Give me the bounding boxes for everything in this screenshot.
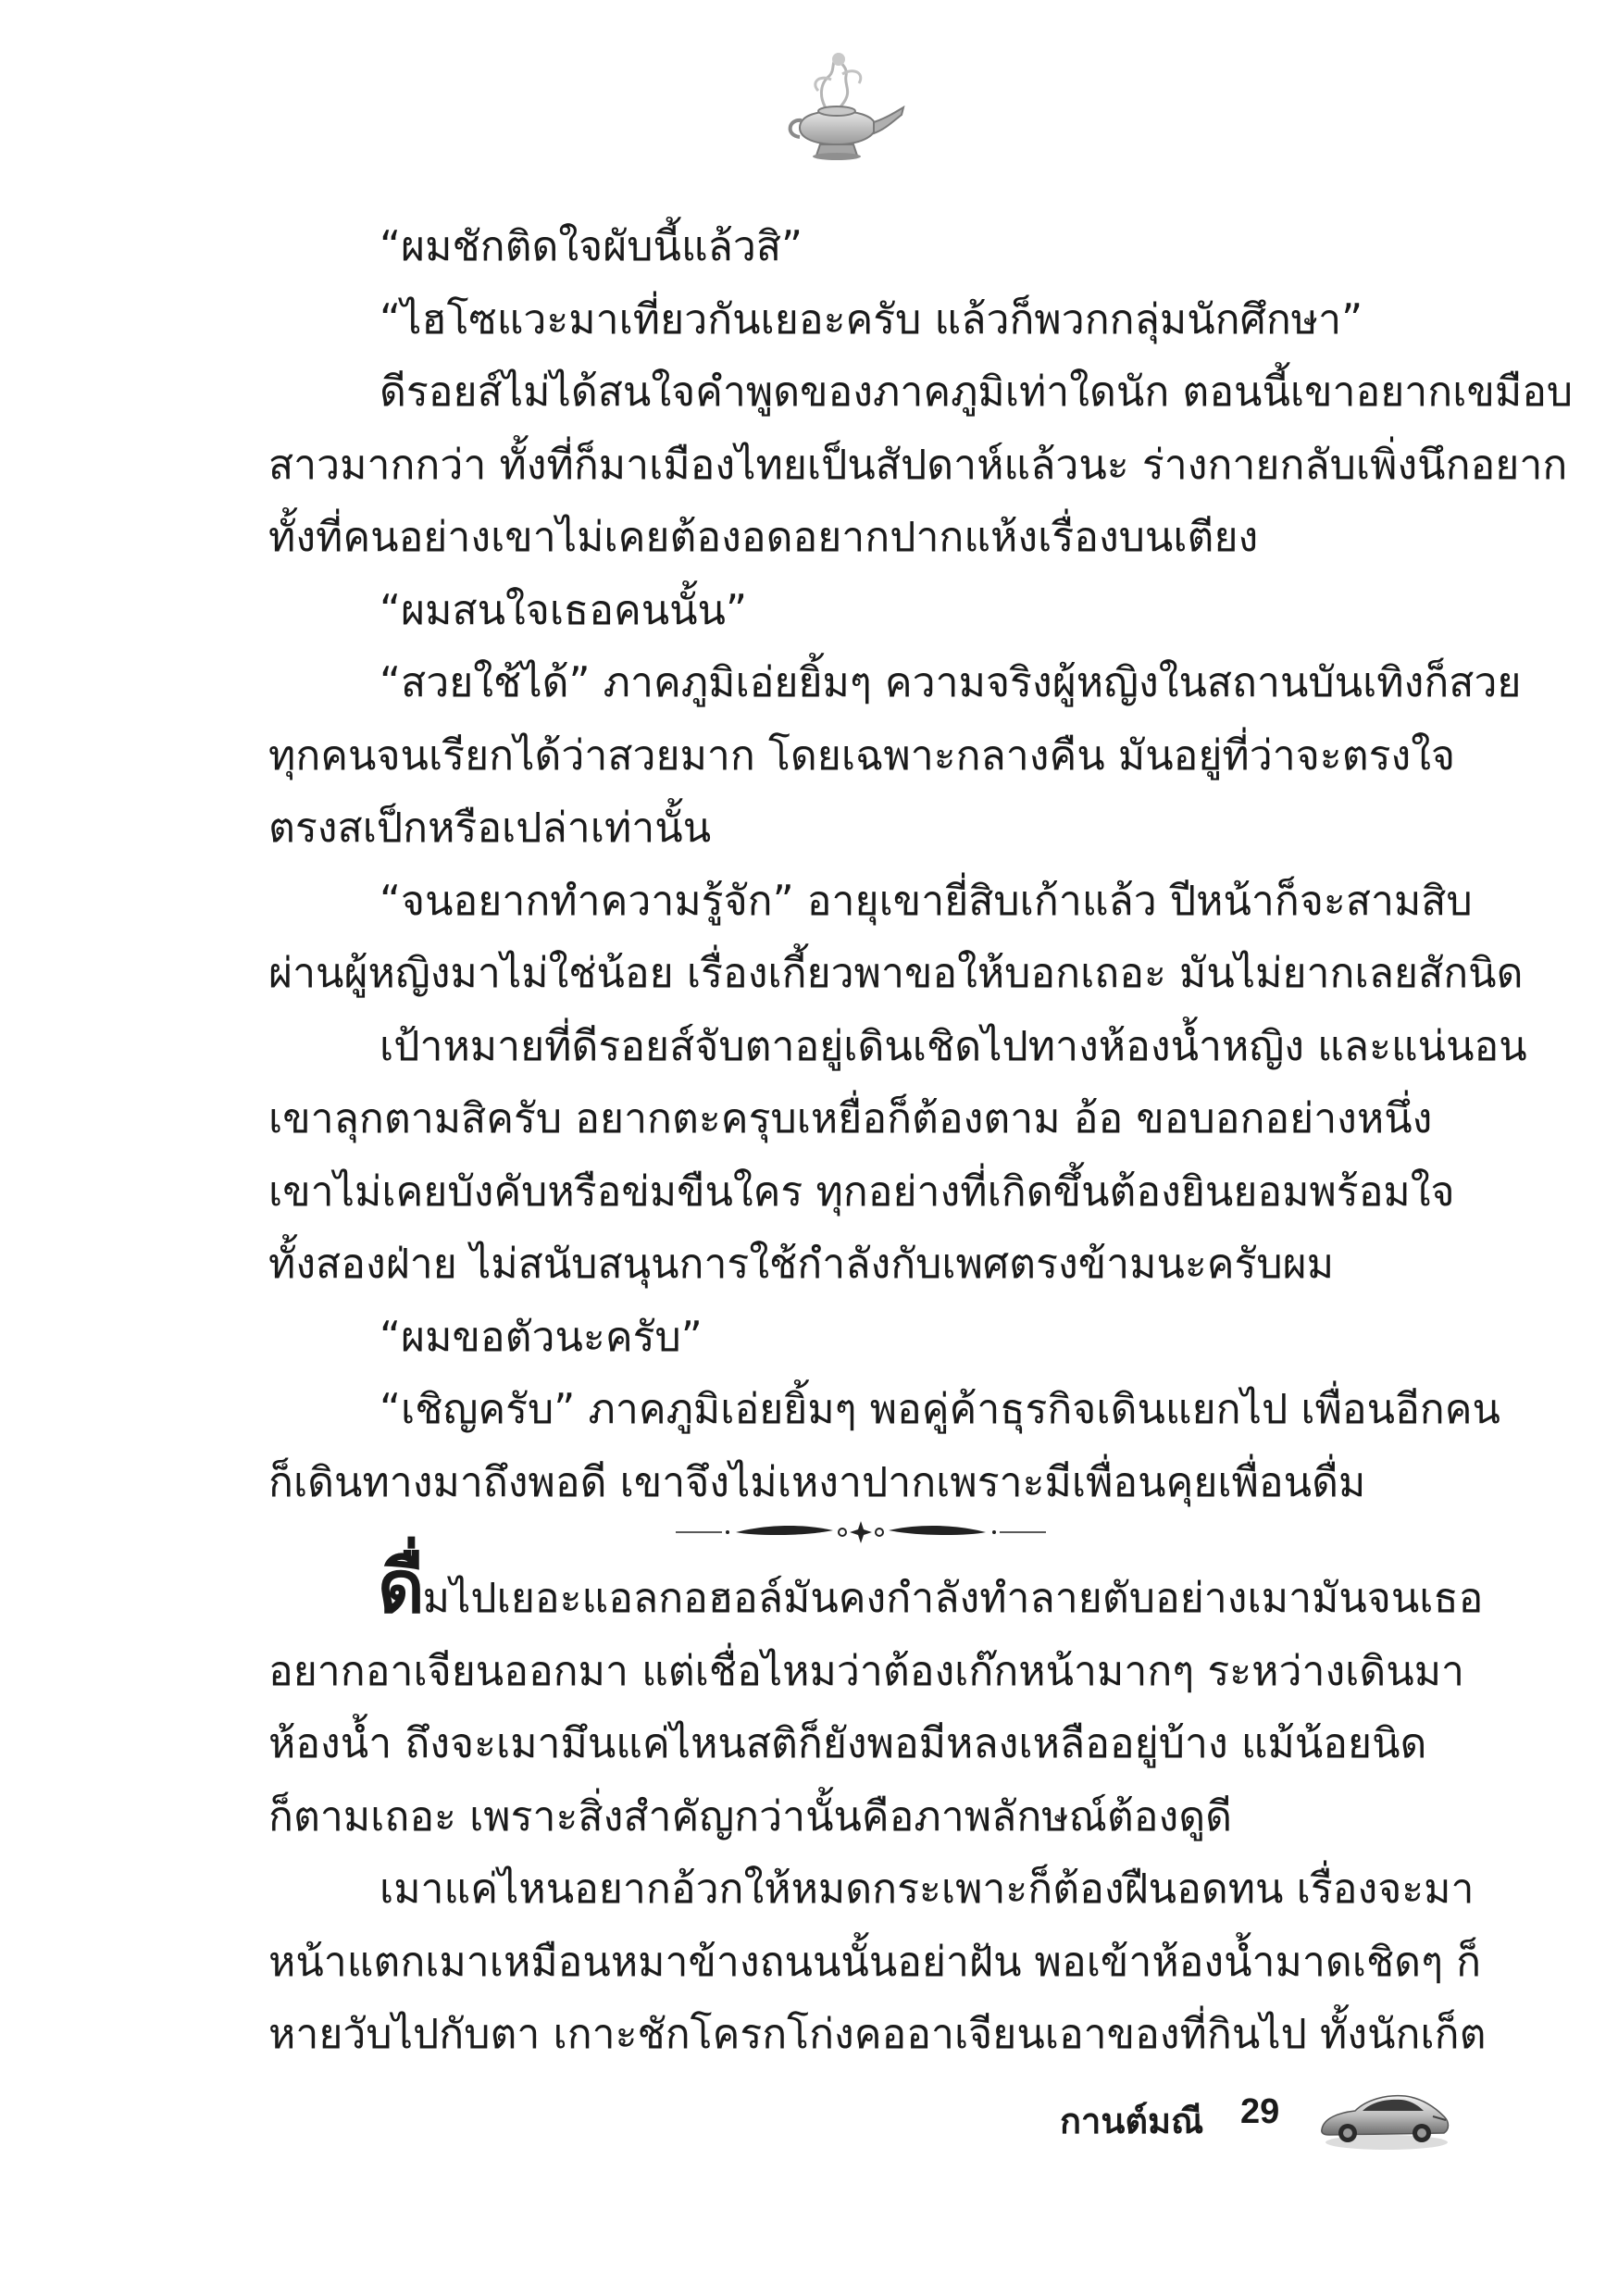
section-divider-ornament (666, 1518, 1055, 1546)
paragraph-line: อยากอาเจียนออกมา แต่เชื่อไหมว่าต้องเก๊กหน้ามากๆ ระหว่างเดินมา (268, 1647, 1465, 1695)
paragraph-line: ก็เดินทางมาถึงพอดี เขาจึงไม่เหงาปากเพราะมีเพื่อนคุยเพื่อนดื่ม (268, 1458, 1366, 1506)
paragraph-line: หายวับไปกับตา เกาะชักโครกโก่งคออาเจียนเอาของที่กินไป ทั้งนักเก็ต (268, 2011, 1487, 2058)
paragraph-line: ตรงสเป็กหรือเปล่าเท่านั้น (268, 805, 712, 852)
running-title: กานต์มณี (1060, 2101, 1204, 2141)
paragraph-first-line: “เชิญครับ” ภาคภูมิเอ่ยยิ้มๆ พอคู่ค้าธุรกิจเดินแยกไป เพื่อนอีกคน (380, 1386, 1500, 1433)
paragraph-line: ห้องน้ำ ถึงจะเมามึนแค่ไหนสติก็ยังพอมีหลงเหลืออยู่บ้าง แม้น้อยนิด (268, 1720, 1427, 1767)
paragraph-line: สาวมากกว่า ทั้งที่ก็มาเมืองไทยเป็นสัปดาห์แล้วนะ ร่างกายกลับเพิ่งนึกอยาก (268, 441, 1568, 489)
paragraph-line: ก็ตามเถอะ เพราะสิ่งสำคัญกว่านั้นคือภาพลักษณ์ต้องดูดี (268, 1792, 1233, 1841)
paragraph-first-line: “ไฮโซแวะมาเที่ยวกันเยอะครับ แล้วก็พวกกลุ่มนักศึกษา” (380, 295, 1363, 343)
paragraph-line: เขาลุกตามสิครับ อยากตะครุบเหยื่อก็ต้องตาม อ้อ ขอบอกอย่างหนึ่ง (268, 1095, 1433, 1142)
paragraph-line: ทั้งสองฝ่าย ไม่สนับสนุนการใช้กำลังกับเพศตรงข้ามนะครับผม (268, 1241, 1335, 1288)
paragraph-first-line: “ผมขอตัวนะครับ” (380, 1313, 703, 1361)
paragraph-first-line: “ผมสนใจเธอคนนั้น” (380, 586, 748, 634)
paragraph-first-line: เมาแค่ไหนอยากอ้วกให้หมดกระเพาะก็ต้องฝืนอดทน เรื่องจะมา (380, 1866, 1475, 1913)
drop-cap: ดื่ (378, 1546, 423, 1629)
first-line-rest: มไปเยอะแอลกอฮอล์มันคงกำลังทำลายตับอย่างเมามันจนเธอ (422, 1575, 1484, 1622)
paragraph-line: เขาไม่เคยบังคับหรือข่มขืนใคร ทุกอย่างที่เกิดขึ้นต้องยินยอมพร้อมใจ (268, 1167, 1455, 1216)
lower-text-block (268, 1546, 1487, 2072)
paragraph-line: ทุกคนจนเรียกได้ว่าสวยมาก โดยเฉพาะกลางคืน มันอยู่ที่ว่าจะตรงใจ (268, 731, 1456, 780)
page-number: 29 (1240, 2092, 1280, 2131)
dropcap-paragraph-first-line (268, 1546, 1484, 1636)
page-footer (1018, 2074, 1462, 2166)
paragraph-first-line: “จนอยากทำความรู้จัก” อายุเขายี่สิบเก้าแล้ว ปีหน้าก็จะสามสิบ (380, 877, 1473, 925)
paragraph-first-line: “ผมชักติดใจผับนี้แล้วสิ” (380, 223, 803, 270)
upper-text-block (268, 211, 1574, 1519)
paragraph-first-line: “สวยใช้ได้” ภาคภูมิเอ่ยยิ้มๆ ความจริงผู้หญิงในสถานบันเทิงก็สวย (380, 659, 1522, 706)
paragraph-first-line: ดีรอยส์ไม่ได้สนใจคำพูดของภาคภูมิเท่าใดนัก ตอนนี้เขาอยากเขมือบ (380, 368, 1574, 416)
sports-car-icon (1314, 2074, 1453, 2157)
genie-lamp-ornament (763, 46, 911, 167)
paragraph-line: ทั้งที่คนอย่างเขาไม่เคยต้องอดอยากปากแห้งเรื่องบนเตียง (268, 514, 1259, 561)
paragraph-line: หน้าแตกเมาเหมือนหมาข้างถนนนั้นอย่าฝัน พอเข้าห้องน้ำมาดเชิดๆ ก็ (268, 1938, 1482, 1986)
paragraph-first-line: เป้าหมายที่ดีรอยส์จับตาอยู่เดินเชิดไปทางห้องน้ำหญิง และแน่นอน (380, 1022, 1527, 1070)
paragraph-line: ผ่านผู้หญิงมาไม่ใช่น้อย เรื่องเกี้ยวพาขอให้บอกเถอะ มันไม่ยากเลยสักนิด (268, 950, 1524, 997)
